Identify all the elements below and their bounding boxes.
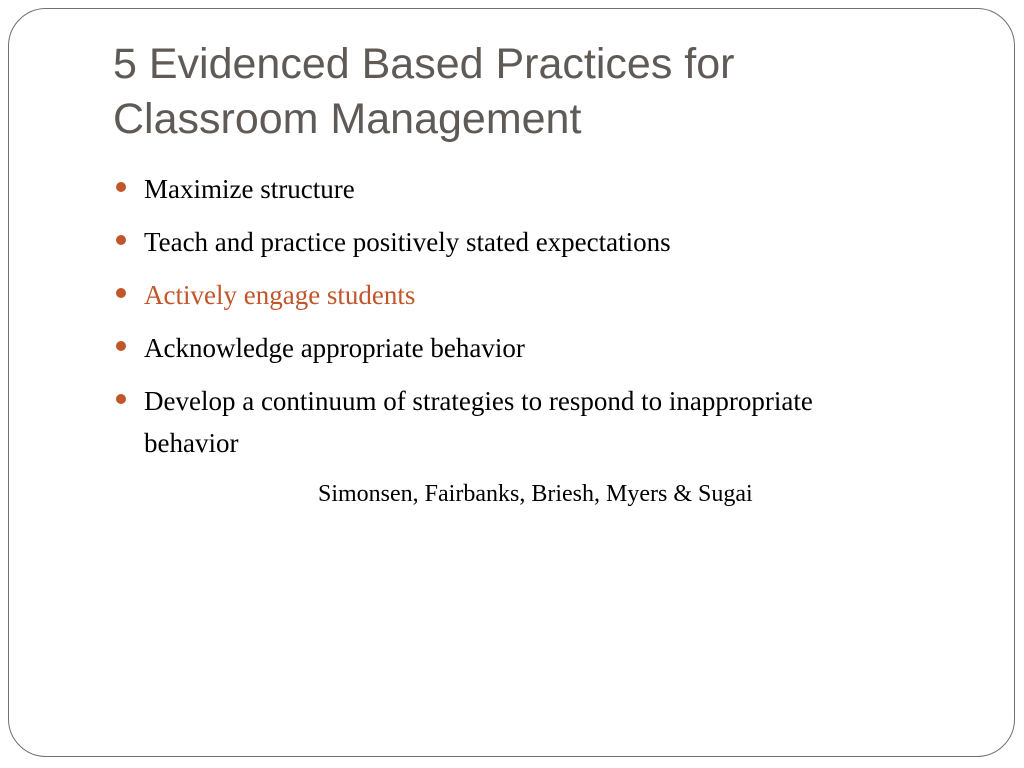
bullet-text: Acknowledge appropriate behavior <box>144 333 525 363</box>
bullet-item-highlighted <box>113 274 873 316</box>
bullet-marker-icon <box>116 288 126 298</box>
bullet-marker-icon <box>116 341 126 351</box>
bullet-item <box>113 168 873 210</box>
bullet-item <box>113 380 873 464</box>
bullet-list <box>113 168 873 475</box>
citation: Simonsen, Fairbanks, Briesh, Myers & Sugai <box>318 481 753 507</box>
bullet-text: Maximize structure <box>144 174 355 204</box>
bullet-text: Actively engage students <box>144 280 416 310</box>
bullet-text: Teach and practice positively stated expectations <box>144 227 671 257</box>
bullet-item <box>113 221 873 263</box>
bullet-marker-icon <box>116 182 126 192</box>
bullet-marker-icon <box>116 235 126 245</box>
slide-title: 5 Evidenced Based Practices for Classroom Management <box>113 40 735 143</box>
bullet-text: Develop a continuum of strategies to respond to inappropriate behavior <box>144 386 813 458</box>
bullet-marker-icon <box>116 394 126 404</box>
bullet-item <box>113 327 873 369</box>
